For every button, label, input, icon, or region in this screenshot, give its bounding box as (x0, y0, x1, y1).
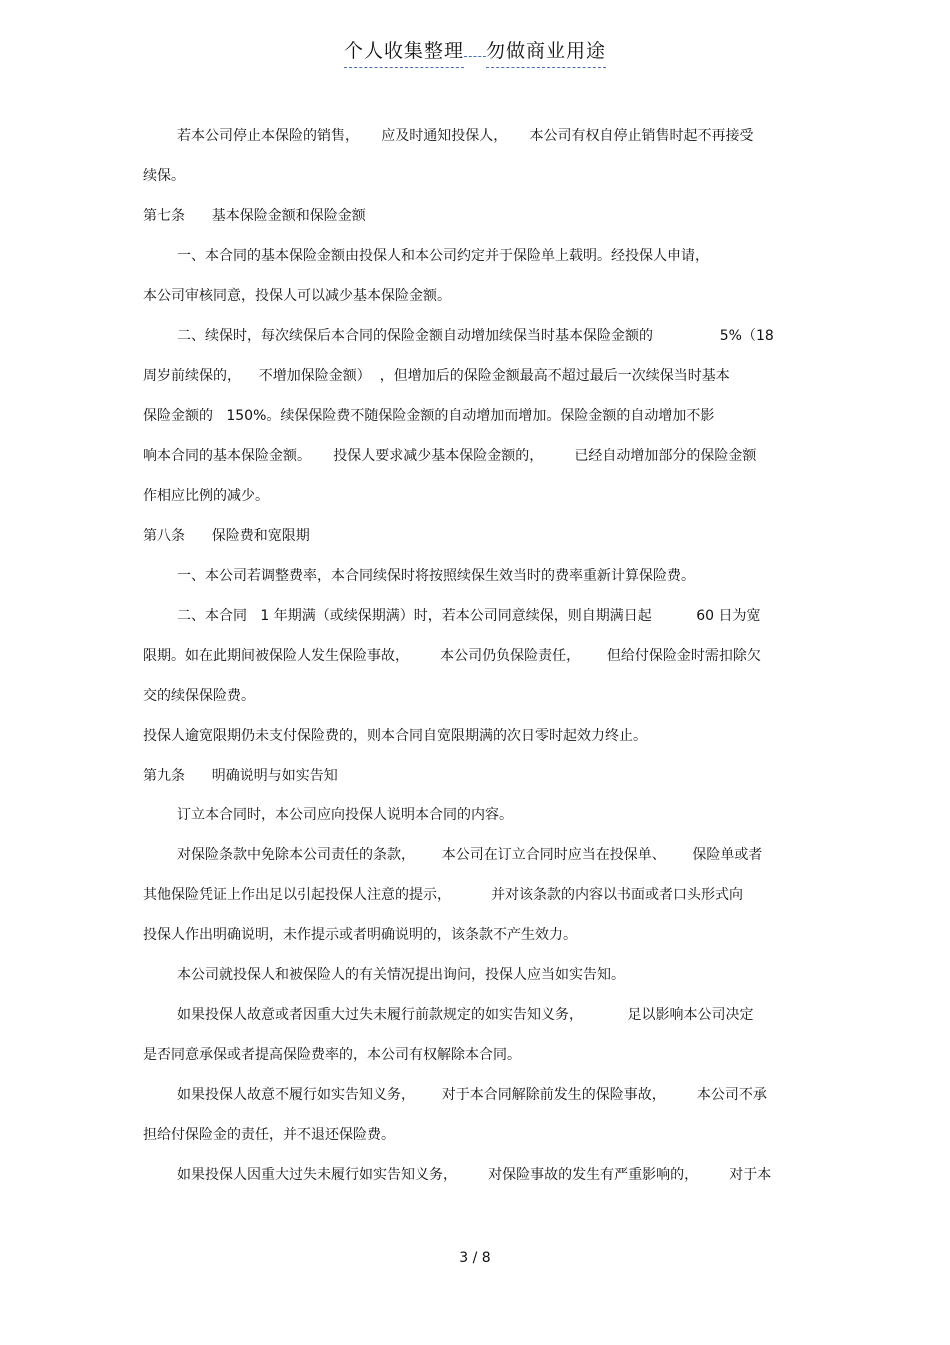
text-line: 如果投保人因重大过失未履行如实告知义务， 对保险事故的发生有严重影响的， 对于本 (177, 1167, 772, 1183)
text-line: 订立本合同时，本公司应向投保人说明本合同的内容。 (177, 807, 513, 823)
text-line: 限期。如在此期间被保险人发生保险事故， 本公司仍负保险责任， 但给付保险金时需扣除欠 (143, 648, 761, 664)
text-line: 如果投保人故意不履行如实告知义务， 对于本合同解除前发生的保险事故， 本公司不承 (177, 1087, 767, 1103)
text-line: 对保险条款中免除本公司责任的条款， 本公司在订立合同时应当在投保单、 保险单或者 (177, 847, 763, 863)
text-line: 一、本公司若调整费率，本合同续保时将按照续保生效当时的费率重新计算保险费。 (177, 568, 695, 584)
page-number: 3 / 8 (459, 1250, 491, 1266)
text-line: 若本公司停止本保险的销售， 应及时通知投保人， 本公司有权自停止销售时起不再接受 (177, 128, 754, 144)
text-line: 保险金额的 150%。续保保险费不随保险金额的自动增加而增加。保险金额的自动增加不影 (143, 408, 715, 424)
text-line: 如果投保人故意或者因重大过失未履行前款规定的如实告知义务， 足以影响本公司决定 (177, 1007, 754, 1023)
text-line: 作相应比例的减少。 (143, 488, 269, 504)
text-line: 周岁前续保的， 不增加保险金额） ，但增加后的保险金额最高不超过最后一次续保当时基本 (143, 368, 730, 384)
header-right-text: 勿做商业用途 (486, 36, 606, 68)
page-header (0, 36, 950, 68)
section-heading: 第七条 基本保险金额和保险金额 (143, 208, 366, 224)
text-line: 交的续保保险费。 (143, 688, 255, 704)
text-line: 本公司审核同意，投保人可以减少基本保险金额。 (143, 288, 451, 304)
text-line: 响本合同的基本保险金额。 投保人要求减少基本保险金额的， 已经自动增加部分的保险金额 (143, 448, 757, 464)
header-left-text: 个人收集整理 (344, 36, 464, 68)
text-line: 其他保险凭证上作出足以引起投保人注意的提示， 并对该条款的内容以书面或者口头形式向 (143, 887, 744, 903)
text-line: 本公司就投保人和被保险人的有关情况提出询问，投保人应当如实告知。 (177, 967, 625, 983)
text-line: 投保人逾宽限期仍未支付保险费的，则本合同自宽限期满的次日零时起效力终止。 (143, 728, 647, 744)
header-gap (464, 52, 486, 57)
text-line: 投保人作出明确说明，未作提示或者明确说明的，该条款不产生效力。 (143, 927, 577, 943)
text-line: 一、本合同的基本保险金额由投保人和本公司约定并于保险单上载明。经投保人申请， (177, 248, 709, 264)
section-heading: 第八条 保险费和宽限期 (143, 528, 310, 544)
text-line: 二、本合同 1 年期满（或续保期满）时，若本公司同意续保，则自期满日起 60 日为宽 (177, 608, 761, 624)
text-line: 二、续保时，每次续保后本合同的保险金额自动增加续保当时基本保险金额的 5%（18 (177, 328, 774, 344)
text-line: 担给付保险金的责任，并不退还保险费。 (143, 1127, 395, 1143)
text-line: 是否同意承保或者提高保险费率的，本公司有权解除本合同。 (143, 1047, 521, 1063)
section-heading: 第九条 明确说明与如实告知 (143, 768, 338, 784)
text-line: 续保。 (143, 168, 185, 184)
